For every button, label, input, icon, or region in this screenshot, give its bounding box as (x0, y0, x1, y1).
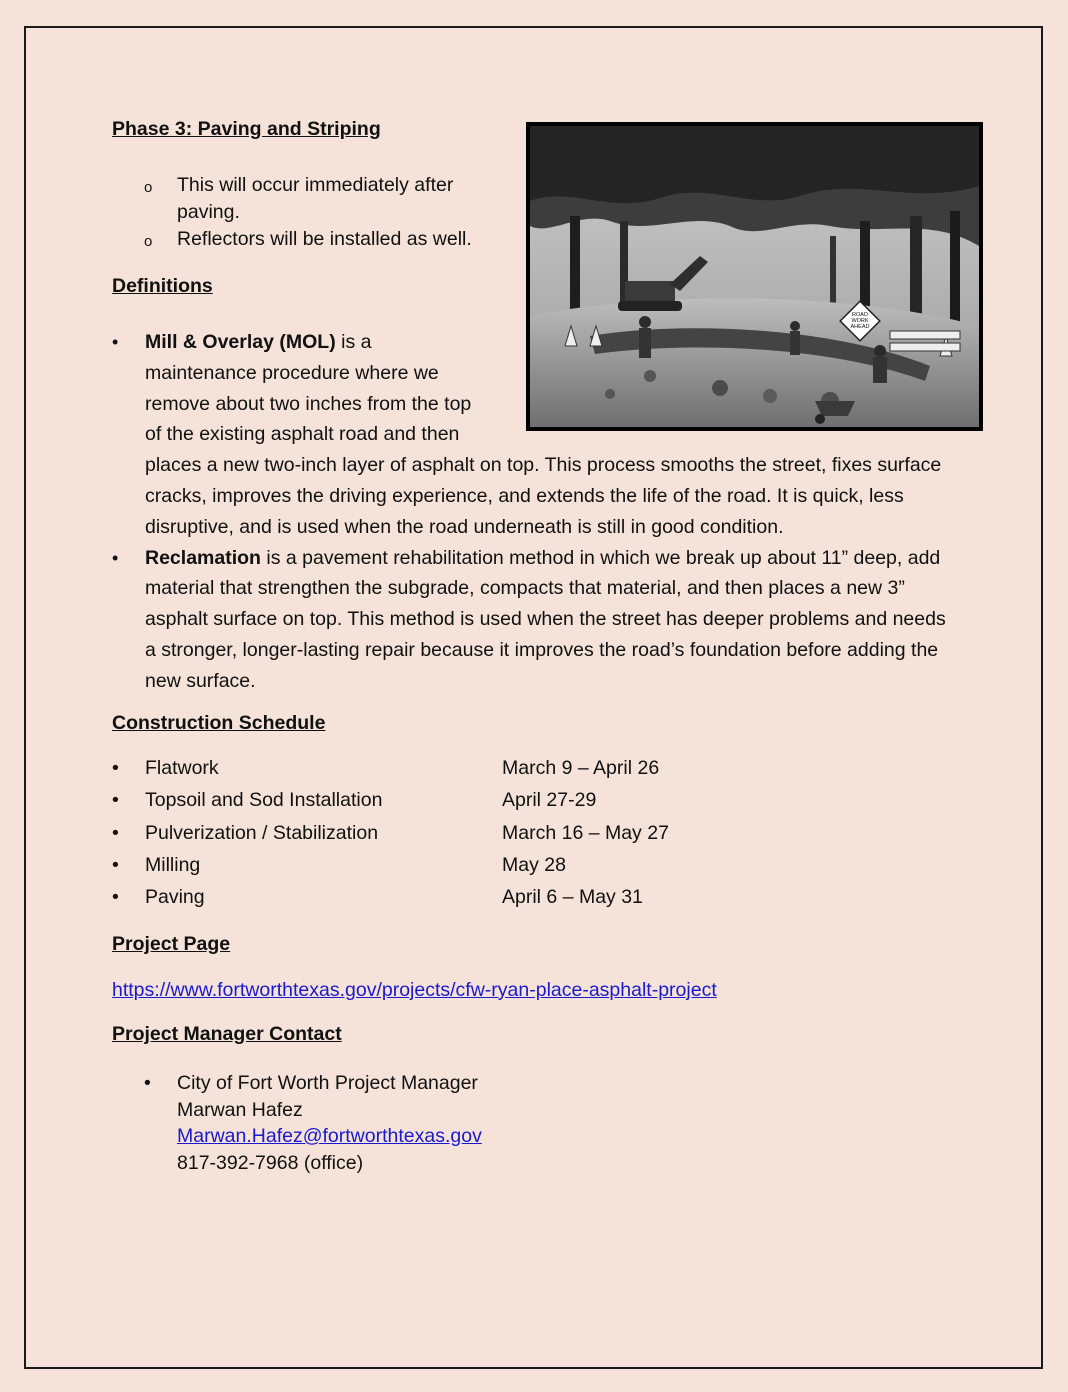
list-item (144, 172, 514, 226)
schedule-date: March 9 – April 26 (502, 757, 660, 779)
list-item (144, 226, 514, 253)
schedule-row (112, 789, 812, 821)
definitions-list (112, 327, 952, 697)
schedule-row (112, 822, 812, 854)
definition-term: Reclamation (145, 546, 261, 569)
schedule-row (112, 757, 812, 789)
list-item (144, 1070, 482, 1176)
sign-text-2: WORK (851, 318, 869, 324)
schedule-task: Topsoil and Sod Installation (145, 789, 383, 812)
bullet-icon: • (112, 789, 119, 812)
definition-term: Mill & Overlay (MOL) (145, 331, 336, 353)
contact-heading: Project Manager Contact (112, 1023, 342, 1045)
schedule-row (112, 886, 812, 918)
schedule-date: April 27-29 (502, 789, 597, 812)
schedule-heading: Construction Schedule (112, 712, 326, 734)
schedule-date: April 6 – May 31 (502, 886, 643, 909)
bullet-icon: • (112, 547, 119, 568)
contact-list (144, 1070, 482, 1176)
schedule-task: Pulverization / Stabilization (145, 821, 379, 844)
circle-bullet-icon: o (144, 179, 153, 196)
definition-text: is a maintenance procedure where we remove about two inches from the top of the existing asphalt road and then places a new two-inch layer of asphalt on top. This process smooths the street, fixes surface cracks, improves the driving experience, and extends the life of the road. It is quick, less disruptive, and is used when the road underneath is still in good condition. (145, 331, 942, 538)
contact-title: City of Fort Worth Project Manager (177, 1072, 478, 1094)
list-item-text: This will occur immediately after paving. (177, 174, 454, 223)
bullet-icon: • (144, 1072, 151, 1094)
bullet-icon: • (112, 757, 119, 779)
sign-text-1: ROAD (852, 312, 868, 318)
phase3-heading: Phase 3: Paving and Striping (112, 118, 381, 140)
bullet-icon: • (112, 886, 119, 909)
schedule-date: March 16 – May 27 (502, 821, 669, 844)
project-page-link[interactable]: https://www.fortworthtexas.gov/projects/cfw-ryan-place-asphalt-project (112, 979, 717, 1001)
project-page-heading: Project Page (112, 933, 231, 955)
contact-phone: 817-392-7968 (office) (177, 1151, 364, 1174)
contact-name: Marwan Hafez (177, 1098, 303, 1121)
definition-text: is a pavement rehabilitation method in which we break up about 11” deep, add material that strengthen the subgrade, compacts that material, and then places a new 3” asphalt surface on top. This method is used when the street has deeper problems and needs a stronger, longer-lasting repair because it improves the road’s foundation before adding the new surface. (145, 546, 946, 692)
bullet-icon: • (112, 332, 119, 352)
definitions-heading: Definitions (112, 275, 213, 297)
schedule-list (112, 757, 812, 918)
schedule-date: May 28 (502, 853, 566, 876)
bullet-icon: • (112, 853, 119, 876)
list-item (112, 327, 952, 543)
contact-email-link[interactable]: Marwan.Hafez@fortworthtexas.gov (177, 1125, 482, 1147)
schedule-task: Flatwork (145, 757, 219, 779)
sign-text-3: AHEAD (850, 324, 870, 330)
list-item (112, 543, 952, 697)
schedule-row (112, 854, 812, 886)
bullet-icon: • (112, 821, 119, 844)
circle-bullet-icon: o (144, 233, 153, 250)
schedule-task: Paving (145, 886, 205, 909)
phase3-list (144, 172, 514, 253)
list-item-text: Reflectors will be installed as well. (177, 228, 472, 250)
schedule-task: Milling (145, 853, 201, 876)
